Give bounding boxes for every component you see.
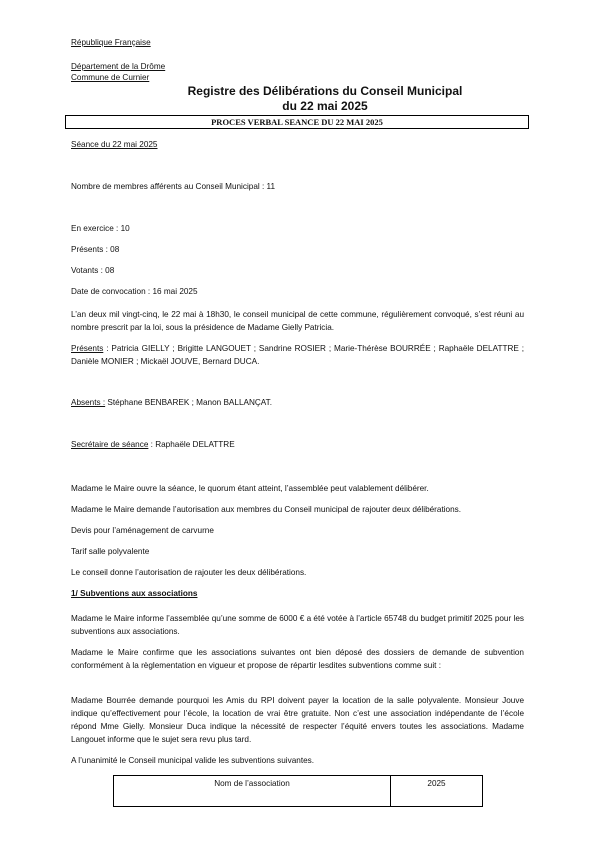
opening-line-5: Le conseil donne l’autorisation de rajouter les deux délibérations. <box>71 568 307 577</box>
section1-para2: Madame le Maire confirme que les associations suivantes ont bien déposé des dossiers de demande de subvention conformément à la règlementation en vigueur et propose de répartir lesdites subventions comme suit : <box>71 648 524 670</box>
secretaire-name: : Raphaële DELATTRE <box>148 440 235 449</box>
absents-line <box>71 398 272 407</box>
header-departement: Département de la Drôme <box>71 62 166 71</box>
intro-paragraph: L’an deux mil vingt-cinq, le 22 mai à 18h30, le conseil municipal de cette commune, régulièrement convoqué, s’est réuni au nombre prescrit par la loi, sous la présidence de Madame Gielly Patricia. <box>71 310 524 332</box>
en-exercice: En exercice : 10 <box>71 224 130 233</box>
opening-line-1: Madame le Maire ouvre la séance, le quorum étant atteint, l’assemblée peut valablement délibérer. <box>71 484 429 493</box>
section1-para3: Madame Bourrée demande pourquoi les Amis du RPI doivent payer la location de la salle polyvalente. Monsieur Jouve indique qu’effectivement pour l’école, la location de vrai être gratuite. Non c’est une association indépendante de l’école répond Mme Gielly. Monsieur Duca indique la nécessité de respecter l’équité envers toutes les associations. Madame Langouet informe que le sujet sera revu plus tard. <box>71 696 524 744</box>
subventions-table <box>113 775 483 807</box>
section1-unanimite: A l’unanimité le Conseil municipal valide les subventions suivantes. <box>71 756 315 765</box>
registre-title-line2: du 22 mai 2025 <box>282 99 368 113</box>
registre-title-line1: Registre des Délibérations du Conseil Municipal <box>187 84 463 98</box>
opening-line-3: Devis pour l’aménagement de carvurne <box>71 526 214 535</box>
secretaire-label: Secrétaire de séance <box>71 440 149 449</box>
seance-heading: Séance du 22 mai 2025 <box>71 140 158 149</box>
opening-line-2: Madame le Maire demande l’autorisation aux membres du Conseil municipal de rajouter deux délibérations. <box>71 505 462 514</box>
table-header-association: Nom de l’association <box>114 776 391 807</box>
table-header-row <box>114 776 483 807</box>
pv-banner-box <box>65 115 529 129</box>
presents-paragraph <box>71 342 524 368</box>
opening-line-4: Tarif salle polyvalente <box>71 547 150 556</box>
presents-count: Présents : 08 <box>71 245 120 254</box>
absents-list: Stéphane BENBAREK ; Manon BALLANÇAT. <box>105 398 273 407</box>
pv-banner-text: PROCES VERBAL SEANCE DU 22 MAI 2025 <box>211 117 383 127</box>
presents-list: : Patricia GIELLY ; Brigitte LANGOUET ; Sandrine ROSIER ; Marie-Thérèse BOURRÉE ; Raphaële DELATTRE ; Danièle MONIER ; Mickaël JOUVE, Bernard DUCA. <box>71 344 524 366</box>
date-convocation: Date de convocation : 16 mai 2025 <box>71 287 198 296</box>
secretaire-line <box>71 440 235 449</box>
section1-para1: Madame le Maire informe l’assemblée qu’une somme de 6000 € a été votée à l’article 65748 du budget primitif 2025 pour les subventions aux associations. <box>71 614 524 636</box>
table-header-year: 2025 <box>391 776 483 807</box>
header-commune: Commune de Curnier <box>71 73 150 82</box>
section1-heading: 1/ Subventions aux associations <box>71 589 198 598</box>
votants: Votants : 08 <box>71 266 115 275</box>
header-republique: République Française <box>71 38 151 47</box>
presents-label: Présents <box>71 344 104 353</box>
absents-label: Absents : <box>71 398 106 407</box>
membres-afferents: Nombre de membres afférents au Conseil Municipal : 11 <box>71 182 276 191</box>
